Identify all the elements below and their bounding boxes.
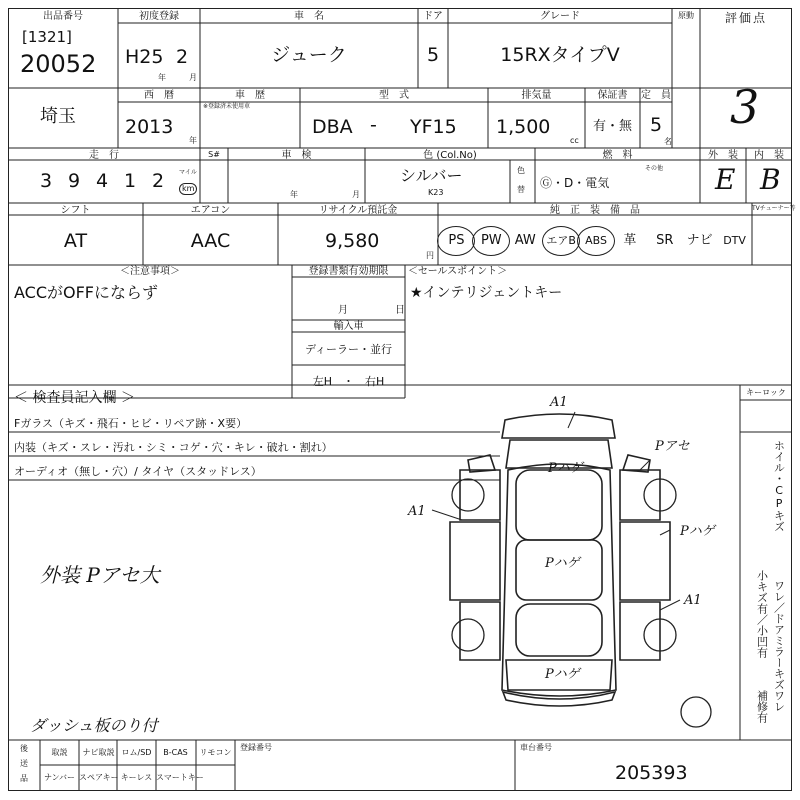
equipment-label: 純 正 装 備 品 xyxy=(550,205,640,216)
mile-unit: マイル xyxy=(179,169,197,176)
docs-expiry-label: 登録書類有効期限 xyxy=(308,266,389,277)
displacement: 1,500 xyxy=(496,116,551,138)
lot-bracket: [1321] xyxy=(22,28,72,46)
equipment-0: PS xyxy=(437,226,475,256)
ac-label: エアコン xyxy=(190,205,231,216)
equipment-2: AW xyxy=(514,233,536,248)
tv-tuner-label: TVチューナー等 xyxy=(752,205,796,212)
color: シルバー xyxy=(400,166,463,185)
docs-day-unit: 日 xyxy=(395,305,405,316)
side-note-mirror: ワレ／ドアミラーキズワレ xyxy=(772,580,786,712)
import-label: 輸入車 xyxy=(333,321,364,332)
deliver-item-top-0: 取説 xyxy=(51,748,68,757)
docs-month-unit: 月 xyxy=(338,305,348,316)
capacity: 5 xyxy=(650,114,663,136)
interior-label: 内 装 xyxy=(754,150,784,161)
deliver-item-bottom-2: キーレス xyxy=(120,773,153,782)
keylock-label: キーロック xyxy=(746,388,786,397)
mileage-digit-1: 3 xyxy=(40,170,53,192)
equipment-3: エアB xyxy=(542,226,580,256)
inspector-line-audio: オーディオ（無し・穴）/ タイヤ（スタッドレス） xyxy=(14,465,262,478)
yen-unit: 円 xyxy=(426,251,434,260)
first-reg-label: 初度登録 xyxy=(139,11,179,22)
color-label: 色 (Col.No) xyxy=(423,150,477,161)
steering-side: 左H ・ 右H xyxy=(312,375,385,388)
deliver-item-top-2: ロム/SD xyxy=(121,748,152,757)
year-unit: 年 xyxy=(158,73,166,82)
model-prefix: DBA xyxy=(312,116,353,138)
score-label: 評価点 xyxy=(724,11,767,25)
color-code: K23 xyxy=(428,188,444,197)
s-number-label: S# xyxy=(208,150,220,159)
interior-grade: B xyxy=(760,163,781,196)
inspection-label: 車 検 xyxy=(281,150,312,161)
shift: AT xyxy=(63,230,88,252)
displacement-label: 排気量 xyxy=(521,90,552,101)
mark-roof: Pハゲ xyxy=(548,461,583,476)
deliver-item-top-1: ナビ取説 xyxy=(82,748,115,757)
western-year: 2013 xyxy=(125,116,174,138)
mark-rear-right: Pアセ xyxy=(655,439,690,454)
deliver-item-bottom-1: スペアキー xyxy=(79,773,119,782)
recolor-label-2: 替 xyxy=(517,185,525,194)
mark-right-lower: A1 xyxy=(684,593,702,608)
fuel: Ⓖ・D・電気 xyxy=(540,176,610,190)
exterior-label: 外 装 xyxy=(708,150,738,161)
grade: 15RXタイプV xyxy=(500,44,620,66)
mileage-label: 走 行 xyxy=(89,150,119,161)
inspector-line-glass: Fガラス（キズ・飛石・ヒビ・リペア跡・X要） xyxy=(14,417,248,430)
model-type-label: 型 式 xyxy=(379,90,409,101)
warranty: 有・無 xyxy=(592,119,632,134)
equipment-5: 革 xyxy=(623,233,637,248)
capacity-unit: 名 xyxy=(664,137,672,146)
recycle-amount: 9,580 xyxy=(325,230,380,252)
deliver-item-bottom-0: ナンバー xyxy=(43,773,76,782)
first-reg-era: H25 xyxy=(125,46,164,68)
mark-right-door: Pハゲ xyxy=(680,524,715,539)
model-code: YF15 xyxy=(410,116,457,138)
caution-text: ACCがOFFにならず xyxy=(14,283,159,302)
equipment-4: ABS xyxy=(577,226,615,256)
score: 3 xyxy=(730,80,760,134)
fuel-label: 燃 料 xyxy=(602,150,633,161)
inspector-line-interior: 内装（キズ・スレ・汚れ・シミ・コゲ・穴・キレ・破れ・割れ） xyxy=(14,441,333,454)
mark-left: A1 xyxy=(408,504,426,519)
deliver-label-1: 後 xyxy=(20,744,28,753)
model-dash: - xyxy=(370,114,377,136)
history-note: ※登録済未使用車 xyxy=(203,103,251,110)
import-type: ディーラー・並行 xyxy=(304,343,393,356)
km-unit: km xyxy=(179,183,197,195)
recolor-label-1: 色 xyxy=(517,166,525,175)
shift-label: シフト xyxy=(60,205,91,216)
fuel-other-label: その他 xyxy=(645,165,664,172)
mark-trunk: Pハゲ xyxy=(545,667,580,682)
inspector-title: ＜ 検査員記入欄 ＞ xyxy=(14,390,135,406)
inspection-year-unit: 年 xyxy=(290,190,298,199)
capacity-label: 定 員 xyxy=(641,90,671,101)
recycle-label: リサイクル預託金 xyxy=(318,205,398,216)
deliver-item-top-4: リモコン xyxy=(199,748,232,757)
door-label: ドア xyxy=(423,11,443,22)
equipment-8: DTV xyxy=(723,234,746,247)
side-note-repair: 補修有 xyxy=(755,690,769,723)
side-note-wheel: ホイル・CPキズ xyxy=(772,440,786,532)
hand-dash-note: ダッシュ板のり付 xyxy=(30,716,158,735)
cc-unit: cc xyxy=(570,136,579,145)
side-note-small: 小キズ有／小凹有 xyxy=(755,570,769,658)
door-count: 5 xyxy=(426,44,440,66)
mileage-digit-4: 1 xyxy=(124,170,137,192)
chassis-label: 車台番号 xyxy=(520,743,552,752)
deliver-label-2: 送 xyxy=(20,759,28,768)
deliver-item-top-3: B-CAS xyxy=(163,748,188,757)
lot-label: 出品番号 xyxy=(43,11,83,22)
deliver-label-3: 品 xyxy=(20,774,28,783)
plate-label: 登録番号 xyxy=(240,743,272,752)
warranty-label: 保証書 xyxy=(597,90,628,101)
mark-hood: Pハゲ xyxy=(545,556,580,571)
mileage-digit-3: 4 xyxy=(96,170,109,192)
inspection-month-unit: 月 xyxy=(352,190,360,199)
hand-exterior-note: 外装 Pアセ大 xyxy=(40,563,160,587)
history-label: 車 歴 xyxy=(235,90,265,101)
sales-point-label: ＜セールスポイント＞ xyxy=(408,266,508,277)
western-year-unit: 年 xyxy=(189,136,197,145)
chassis-number: 205393 xyxy=(615,762,688,784)
equipment-7: ナビ xyxy=(686,233,713,248)
grade-label: グレード xyxy=(540,11,580,22)
first-reg-month: 2 xyxy=(176,46,189,68)
equipment-1: PW xyxy=(472,226,510,256)
caution-label: ＜注意事項＞ xyxy=(120,266,180,277)
exterior-grade: E xyxy=(715,163,736,196)
region: 埼玉 xyxy=(40,106,76,127)
equipment-6: SR xyxy=(656,233,674,248)
western-label: 西 暦 xyxy=(144,90,174,101)
ac: AAC xyxy=(190,230,231,252)
model-label: 車 名 xyxy=(294,11,324,22)
mileage-digit-2: 9 xyxy=(68,170,81,192)
month-unit: 月 xyxy=(189,73,197,82)
mileage-digit-5: 2 xyxy=(152,170,165,192)
model-name: ジューク xyxy=(271,44,347,66)
sales-point-text: ★インテリジェントキー xyxy=(410,285,563,301)
fixed-label: 原動 xyxy=(678,11,694,20)
lot-number: 20052 xyxy=(20,50,97,78)
mark-top: A1 xyxy=(550,395,568,410)
deliver-item-bottom-3: スマートキー xyxy=(156,773,204,782)
